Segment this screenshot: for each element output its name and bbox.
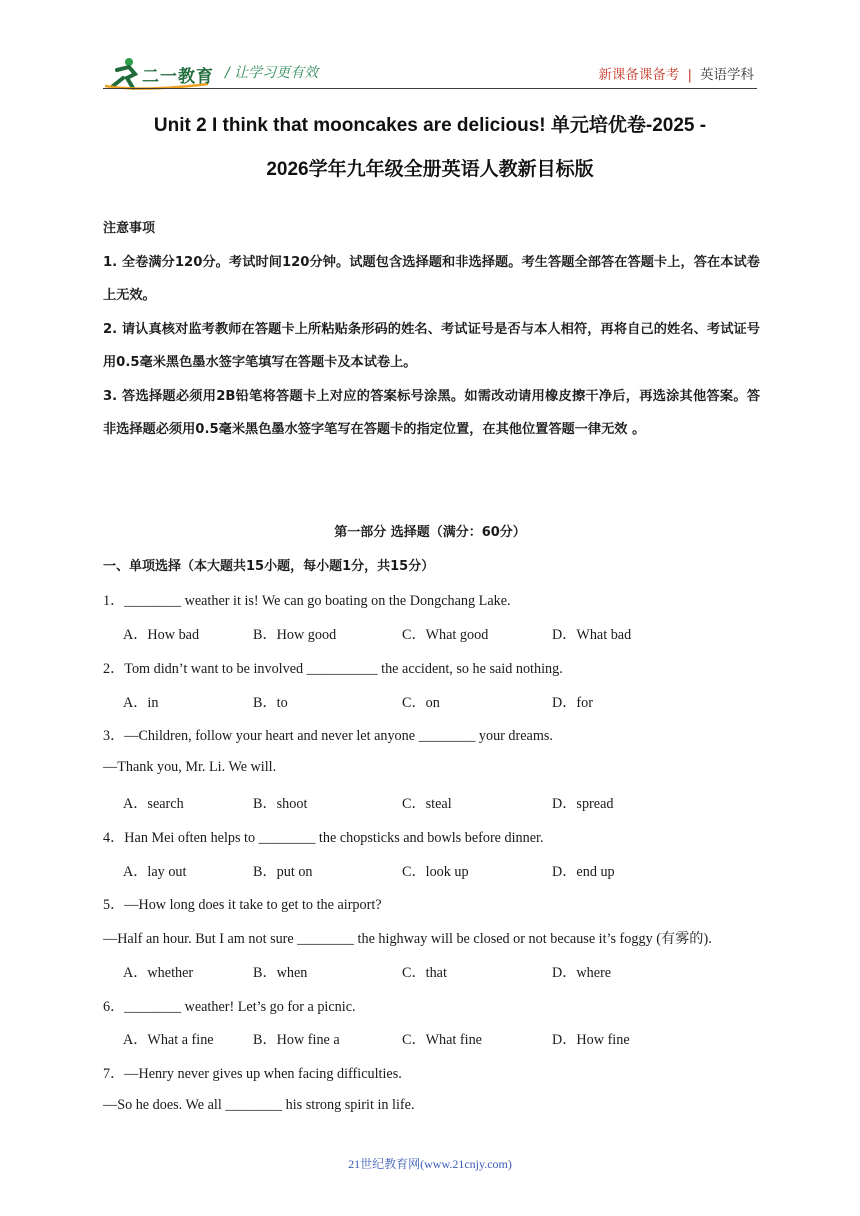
question-stem: 5．—How long does it take to get to the airport? <box>103 897 382 913</box>
option-d: D．spread <box>552 796 614 812</box>
header-right <box>598 63 754 83</box>
option-b: B．How good <box>253 627 337 643</box>
option-d: D．How fine <box>552 1032 630 1048</box>
option-b: B．How fine a <box>253 1032 340 1048</box>
page-header <box>0 0 860 100</box>
header-divider <box>103 88 757 89</box>
option-a: A．whether <box>123 965 194 981</box>
option-b: B．shoot <box>253 796 308 812</box>
option-a: A．search <box>123 796 184 812</box>
page-footer: 21世纪教育网(www.21cnjy.com) <box>348 1157 512 1171</box>
header-category: 新课备课备考 <box>598 67 680 83</box>
document-title-line2: 2026学年九年级全册英语人教新目标版 <box>266 159 594 180</box>
notice-item: 3. 答选择题必须用2B铅笔将答题卡上对应的答案标号涂黑。如需改动请用橡皮擦干净后，再选涂其他答案。答非选择题必须用0.5毫米黑色墨水签字笔写在答题卡的指定位置，在其他位置答题一律无效 。 <box>103 388 760 437</box>
header-slogan: / 让学习更有效 <box>225 65 319 81</box>
option-a: A．How bad <box>123 627 200 643</box>
notice-heading: 注意事项 <box>103 221 156 236</box>
option-a: A．lay out <box>123 864 187 880</box>
question-stem: 7．—Henry never gives up when facing difficulties. <box>103 1066 402 1082</box>
option-c: C．What good <box>402 627 489 643</box>
question-stem: 6．________ weather! Let’s go for a picnic. <box>103 999 356 1015</box>
option-b: B．put on <box>253 864 313 880</box>
option-d: D．What bad <box>552 627 632 643</box>
logo-text: 二一教育 <box>142 67 214 86</box>
document-title-line1: Unit 2 I think that mooncakes are delicious! 单元培优卷-2025 - <box>153 115 707 136</box>
question-stem: 2．Tom didn’t want to be involved __________ the accident, so he said nothing. <box>103 661 563 677</box>
header-separator: | <box>687 67 692 83</box>
section-subtitle: 一、单项选择（本大题共15小题，每小题1分，共15分） <box>103 559 435 574</box>
option-c: C．steal <box>402 796 452 812</box>
option-d: D．end up <box>552 864 615 880</box>
option-c: C．What fine <box>402 1032 482 1048</box>
option-b: B．to <box>253 695 288 711</box>
option-c: C．look up <box>402 864 469 880</box>
header-subject: 英语学科 <box>700 67 754 83</box>
option-a: A．What a fine <box>123 1032 214 1048</box>
question-stem: 1．________ weather it is! We can go boating on the Dongchang Lake. <box>103 593 511 609</box>
option-c: C．on <box>402 695 440 711</box>
question-stem-reply: —So he does. We all ________ his strong spirit in life. <box>103 1097 415 1113</box>
question-stem: 3．—Children, follow your heart and never let anyone ________ your dreams. <box>103 728 553 744</box>
option-d: D．for <box>552 695 593 711</box>
notice-section <box>103 212 760 447</box>
notice-item: 2. 请认真核对监考教师在答题卡上所粘贴条形码的姓名、考试证号是否与本人相符，再将自己的姓名、考试证号用0.5毫米黑色墨水签字笔填写在答题卡及本试卷上。 <box>103 321 760 370</box>
notice-item: 1. 全卷满分120分。考试时间120分钟。试题包含选择题和非选择题。考生答题全部答在答题卡上，答在本试卷上无效。 <box>103 254 760 303</box>
option-d: D．where <box>552 965 612 981</box>
option-a: A．in <box>123 695 159 711</box>
question-stem-reply: —Thank you, Mr. Li. We will. <box>103 759 277 775</box>
option-b: B．when <box>253 965 308 981</box>
section-title: 第一部分 选择题（满分：60分） <box>334 525 526 540</box>
question-stem-reply: —Half an hour. But I am not sure ________ the highway will be closed or not because it’s foggy (有雾的). <box>103 931 712 947</box>
option-c: C．that <box>402 965 447 981</box>
question-stem: 4．Han Mei often helps to ________ the chopsticks and bowls before dinner. <box>103 830 544 846</box>
